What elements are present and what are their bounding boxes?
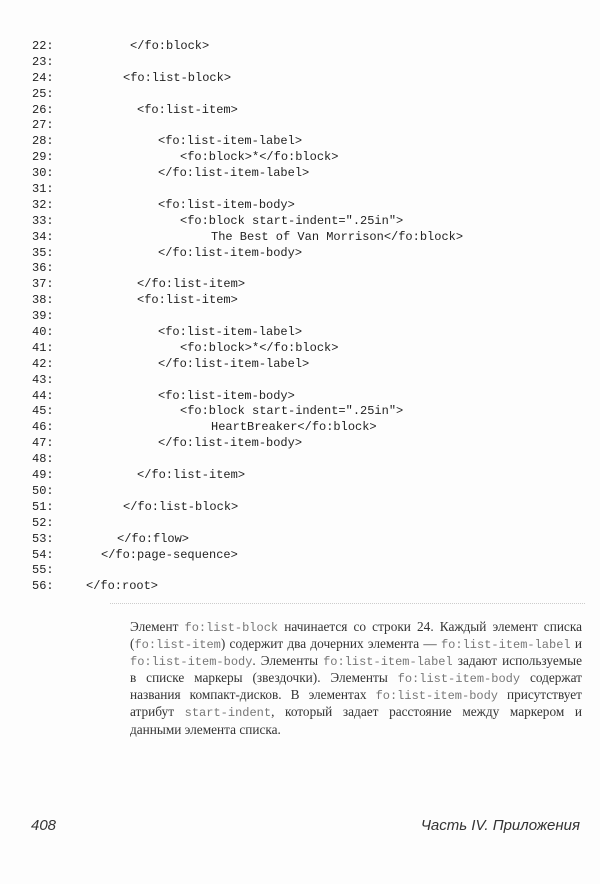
line-number: 42:: [32, 356, 54, 371]
code-text: <fo:block start-indent=".25in">: [180, 213, 404, 228]
line-number: 36:: [32, 261, 54, 276]
line-number: 52:: [32, 515, 54, 530]
line-number: 33:: [32, 213, 54, 228]
paragraph-text: содержат названия компакт-дисков. В элементах: [130, 670, 582, 703]
line-number: 46:: [32, 420, 54, 435]
code-text: </fo:block>: [130, 39, 210, 53]
line-number: 51:: [32, 499, 54, 514]
line-number: 28:: [32, 134, 54, 149]
code-text: HeartBreaker</fo:block>: [211, 420, 377, 435]
line-number: 24:: [32, 70, 54, 85]
page-number: 408: [31, 817, 57, 834]
paragraph-text: . Элементы: [252, 653, 324, 669]
code-text: <fo:block>*</fo:block>: [180, 150, 339, 165]
inline-code: fo:list-item: [134, 638, 221, 653]
line-number: 31:: [32, 182, 54, 197]
code-text: <fo:list-item-body>: [158, 197, 295, 212]
line-number: 34:: [32, 229, 54, 244]
inline-code: fo:list-item-body: [397, 672, 521, 687]
code-text: </fo:list-item-label>: [158, 166, 310, 181]
divider: [110, 603, 585, 604]
code-text: <fo:list-item-body>: [158, 388, 295, 403]
code-text: </fo:list-item>: [137, 277, 246, 292]
line-number: 54:: [32, 547, 54, 562]
code-text: </fo:list-block>: [123, 499, 239, 514]
line-number: 35:: [32, 245, 54, 260]
code-text: <fo:list-item>: [137, 102, 238, 117]
section-title: Часть IV. Приложения: [420, 817, 580, 834]
paragraph-text: Элемент: [130, 619, 185, 634]
line-number: 50:: [32, 483, 54, 498]
line-number: 55:: [32, 563, 54, 578]
paragraph-text: начинается со строки 24. Каждый элемент списка (: [130, 619, 582, 652]
line-number: 29:: [32, 150, 54, 165]
line-number: 53:: [32, 531, 54, 546]
line-number: 47:: [32, 436, 54, 451]
code-text: </fo:page-sequence>: [101, 547, 238, 562]
paragraph-text: и: [570, 636, 582, 652]
line-number: 41:: [32, 340, 54, 355]
inline-code: fo:list-item-label: [440, 638, 571, 653]
paragraph-text: задают используемые в списке маркеры (звездочки). Элементы: [130, 653, 582, 686]
line-number: 39:: [32, 309, 54, 324]
line-number: 38:: [32, 293, 54, 308]
code-text: </fo:list-item-label>: [158, 356, 310, 371]
line-number: 43:: [32, 372, 54, 387]
code-text: </fo:list-item>: [137, 468, 246, 483]
paragraph-text: ) содержит два дочерних элемента —: [220, 636, 441, 652]
inline-code: fo:list-item-body: [130, 655, 253, 670]
line-number: 56:: [32, 579, 54, 594]
code-text: <fo:list-item-label>: [158, 325, 303, 340]
code-text: <fo:block>*</fo:block>: [180, 340, 339, 355]
line-number: 26:: [32, 102, 54, 117]
line-number: 48:: [32, 452, 54, 467]
line-number: 30:: [32, 166, 54, 181]
line-number: 22:: [32, 39, 54, 53]
inline-code: start-indent: [184, 706, 272, 721]
paragraph-text: присутствует атрибут: [130, 687, 582, 720]
code-text: <fo:list-block>: [123, 70, 232, 85]
line-number: 27:: [32, 118, 54, 133]
code-text: <fo:list-item>: [137, 293, 238, 308]
inline-code: fo:list-item-label: [323, 655, 453, 670]
line-number: 44:: [32, 388, 54, 403]
line-number: 40:: [32, 325, 54, 340]
line-number: 45:: [32, 404, 54, 419]
code-text: The Best of Van Morrison</fo:block>: [211, 229, 464, 244]
code-text: <fo:list-item-label>: [158, 134, 303, 149]
line-number: 32:: [32, 197, 54, 212]
code-text: </fo:list-item-body>: [158, 436, 303, 451]
paragraph-text: , который задает расстояние между маркером и данными элемента списка.: [130, 704, 582, 737]
code-text: <fo:block start-indent=".25in">: [180, 404, 404, 419]
line-number: 37:: [32, 277, 54, 292]
line-number: 49:: [32, 468, 54, 483]
inline-code: fo:list-item-body: [375, 689, 498, 704]
inline-code: fo:list-block: [184, 621, 279, 635]
body-paragraph: [130, 619, 582, 738]
code-text: </fo:list-item-body>: [158, 245, 303, 260]
line-number: 23:: [32, 54, 54, 69]
line-number: 25:: [32, 86, 54, 101]
code-text: </fo:root>: [86, 579, 159, 594]
code-text: </fo:flow>: [117, 531, 190, 546]
